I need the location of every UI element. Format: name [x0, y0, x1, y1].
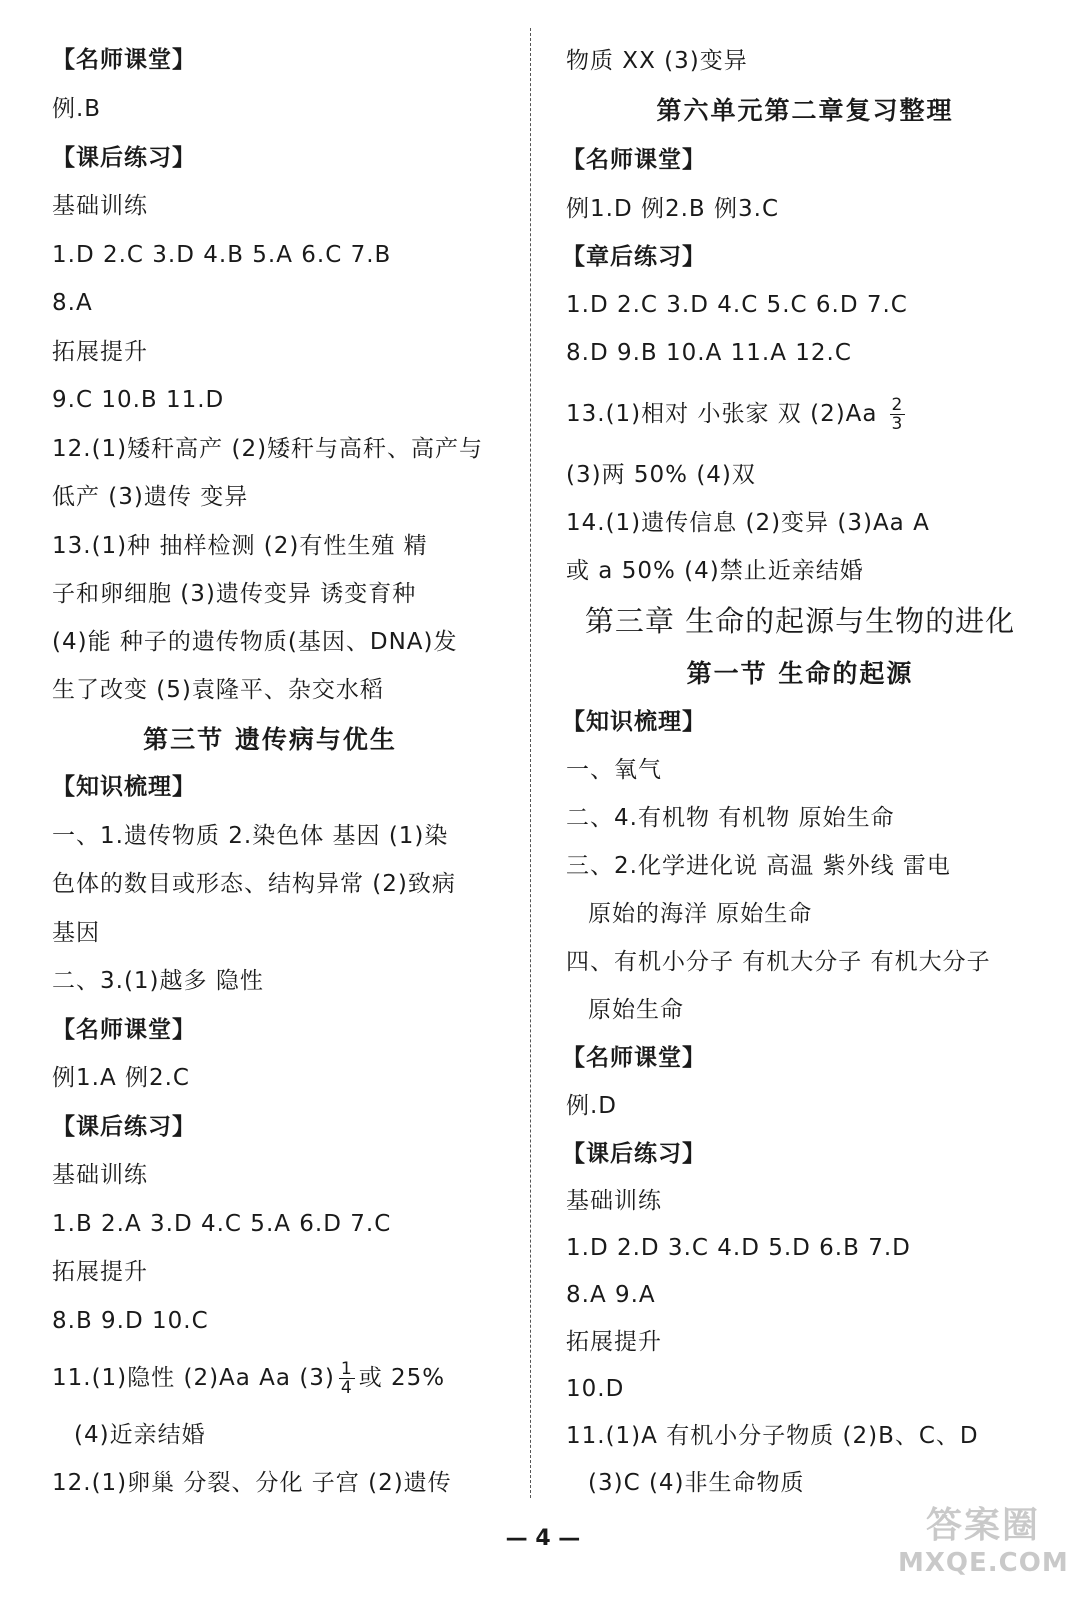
answer-line: 二、3.(1)越多 隐性 — [52, 968, 264, 994]
column-divider — [530, 28, 531, 1498]
section-heading: 第六单元第二章复习整理 — [656, 96, 954, 125]
answer-line-with-fraction — [566, 396, 909, 433]
answer-line: 1.D 2.C 3.D 4.C 5.C 6.D 7.C — [566, 292, 908, 318]
answer-line: (4)能 种子的遗传物质(基因、DNA)发 — [52, 629, 458, 655]
answer-line: 1.D 2.D 3.C 4.D 5.D 6.B 7.D — [566, 1235, 911, 1261]
answer-line: 12.(1)矮秆高产 (2)矮秆与高秆、高产与 — [52, 436, 484, 462]
fraction-numerator: 1 — [340, 1359, 353, 1379]
fraction — [339, 1360, 355, 1397]
answer-line: (4)近亲结婚 — [74, 1422, 206, 1448]
section-label-chapter-exercise: 【章后练习】 — [562, 244, 706, 270]
section-label-teacher-class: 【名师课堂】 — [562, 147, 706, 173]
answer-line: 一、1.遗传物质 2.染色体 基因 (1)染 — [52, 823, 449, 849]
answer-line: 或 a 50% (4)禁止近亲结婚 — [566, 558, 864, 584]
answer-line: 生了改变 (5)袁隆平、杂交水稻 — [52, 677, 384, 703]
answer-line: 1.D 2.C 3.D 4.B 5.A 6.C 7.B — [52, 242, 392, 268]
answer-text: 13.(1)相对 小张家 双 (2)Aa — [566, 401, 878, 427]
page-number: — 4 — — [505, 1526, 581, 1551]
section-heading: 第一节 生命的起源 — [686, 659, 914, 688]
fraction-denominator: 4 — [340, 1378, 353, 1398]
section-label-knowledge: 【知识梳理】 — [562, 709, 706, 735]
answer-line-with-fraction — [52, 1360, 445, 1397]
answer-line: (3)两 50% (4)双 — [566, 462, 756, 488]
section-label-teacher-class: 【名师课堂】 — [562, 1045, 706, 1071]
fraction — [890, 396, 906, 433]
section-label-knowledge: 【知识梳理】 — [52, 774, 196, 800]
answer-line: 低产 (3)遗传 变异 — [52, 484, 249, 510]
subsection-label: 基础训练 — [52, 1162, 148, 1188]
answer-line: 三、2.化学进化说 高温 紫外线 雷电 — [566, 853, 951, 879]
answer-line: 二、4.有机物 有机物 原始生命 — [566, 805, 895, 831]
answer-line: 例1.D 例2.B 例3.C — [566, 196, 780, 222]
answer-line: 8.A — [52, 290, 93, 316]
subsection-label: 基础训练 — [52, 193, 148, 219]
answer-line: 一、氧气 — [566, 757, 662, 783]
answer-line: 8.D 9.B 10.A 11.A 12.C — [566, 340, 852, 366]
watermark-logo — [898, 1505, 1069, 1590]
watermark-url: MXQE.COM — [898, 1548, 1069, 1578]
subsection-label: 拓展提升 — [566, 1329, 662, 1355]
answer-line: 12.(1)卵巢 分裂、分化 子宫 (2)遗传 — [52, 1470, 452, 1496]
section-label-teacher-class: 【名师课堂】 — [52, 1017, 196, 1043]
answer-line: 1.B 2.A 3.D 4.C 5.A 6.D 7.C — [52, 1211, 392, 1237]
answer-line: 8.A 9.A — [566, 1282, 656, 1308]
subsection-label: 拓展提升 — [52, 339, 148, 365]
answer-line: 14.(1)遗传信息 (2)变异 (3)Aa A — [566, 510, 930, 536]
answer-line: 例.B — [52, 96, 102, 122]
section-heading: 第三节 遗传病与优生 — [143, 725, 397, 754]
subsection-label: 基础训练 — [566, 1188, 662, 1214]
answer-line: 11.(1)A 有机小分子物质 (2)B、C、D — [566, 1423, 979, 1449]
fraction-denominator: 3 — [891, 414, 904, 434]
answer-line: 色体的数目或形态、结构异常 (2)致病 — [52, 871, 456, 897]
watermark-text: 答案圈 — [925, 1505, 1040, 1546]
answer-text: 11.(1)隐性 (2)Aa Aa (3) — [52, 1365, 335, 1391]
answer-line: 10.D — [566, 1376, 625, 1402]
section-label-teacher-class: 【名师课堂】 — [52, 47, 196, 73]
section-label-after-class: 【课后练习】 — [52, 145, 196, 171]
subsection-label: 拓展提升 — [52, 1259, 148, 1285]
answer-text: 或 25% — [358, 1365, 446, 1391]
answer-line: 8.B 9.D 10.C — [52, 1308, 209, 1334]
fraction-numerator: 2 — [891, 395, 904, 415]
section-label-after-class: 【课后练习】 — [52, 1114, 196, 1140]
answer-line: 原始的海洋 原始生命 — [588, 901, 813, 927]
answer-line: 例.D — [566, 1093, 618, 1119]
answer-line: 13.(1)种 抽样检测 (2)有性生殖 精 — [52, 533, 428, 559]
answer-line: 物质 XX (3)变异 — [566, 48, 748, 74]
answer-line: 基因 — [52, 920, 100, 946]
answer-line: 子和卵细胞 (3)遗传变异 诱变育种 — [52, 581, 417, 607]
answer-line: 9.C 10.B 11.D — [52, 387, 225, 413]
answer-line: (3)C (4)非生命物质 — [588, 1470, 805, 1496]
answer-line: 四、有机小分子 有机大分子 有机大分子 — [566, 949, 991, 975]
answer-line: 例1.A 例2.C — [52, 1065, 190, 1091]
chapter-heading: 第三章 生命的起源与生物的进化 — [584, 604, 1016, 638]
answer-line: 原始生命 — [588, 997, 684, 1023]
section-label-after-class: 【课后练习】 — [562, 1141, 706, 1167]
